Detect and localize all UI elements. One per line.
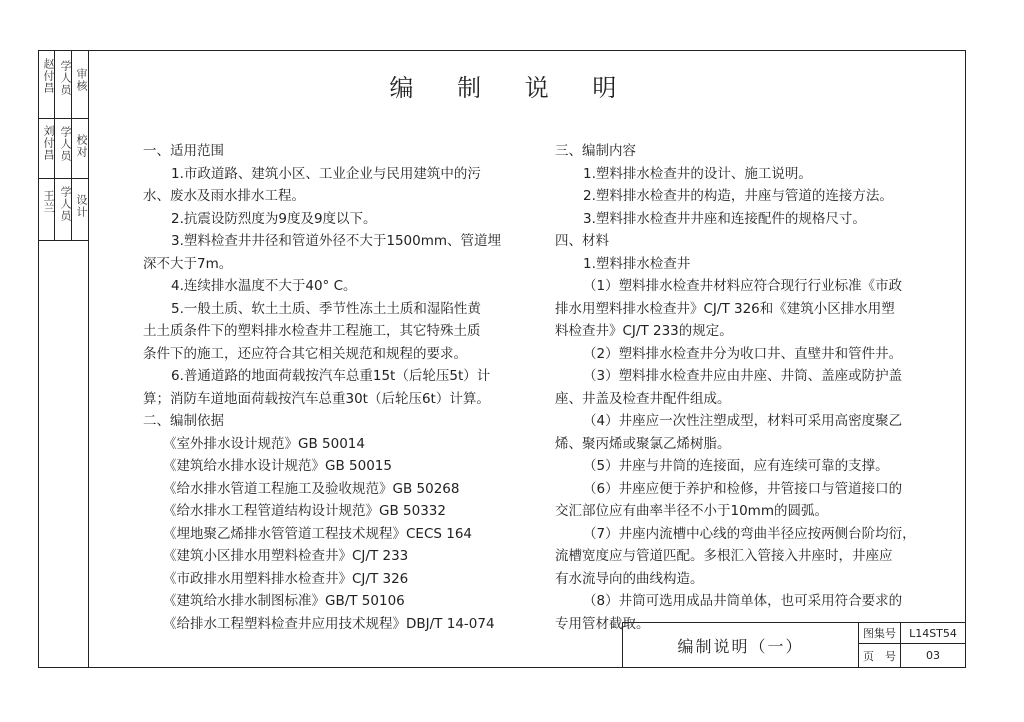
atlas-number: L14ST54 [901, 623, 965, 644]
paragraph-line: 6.普通道路的地面荷载按汽车总重15t（后轮压5t）计 [171, 368, 491, 384]
sidebar-label: 刘付昌 [42, 125, 55, 161]
paragraph-line: 1.市政道路、建筑小区、工业企业与民用建筑中的污 [171, 165, 481, 182]
section-heading: 四、材料 [555, 233, 609, 249]
sidebar-label: 王兰 [42, 190, 55, 214]
reference-item: 《给排水工程塑料检查井应用技术规程》DBJ/T 14-074 [163, 615, 495, 632]
paragraph-line: 3.塑料排水检查井井座和连接配件的规格尺寸。 [583, 210, 866, 227]
reference-item: 《给水排水工程管道结构设计规范》GB 50332 [163, 503, 446, 519]
paragraph-line: 深不大于7m。 [143, 255, 233, 272]
paragraph-line: 2.塑料排水检查井的构造，井座与管道的连接方法。 [583, 188, 893, 204]
section-heading: 三、编制内容 [555, 143, 636, 159]
paragraph-line: （6）井座应便于养护和检修，井管接口与管道接口的 [583, 480, 903, 497]
paragraph-line: （7）井座内流槽中心线的弯曲半径应按两侧台阶均衍， [583, 525, 916, 542]
paragraph-line: 料检查井》CJ/T 233的规定。 [555, 323, 733, 339]
sidebar-label: 审核 [75, 68, 88, 92]
reference-item: 《给水排水管道工程施工及验收规范》GB 50268 [163, 480, 460, 497]
paragraph-line: 水、废水及雨水排水工程。 [143, 188, 305, 204]
sidebar-label: 校对 [75, 134, 88, 158]
reference-item: 《建筑小区排水用塑料检查井》CJ/T 233 [163, 548, 409, 564]
sidebar-label: 学人员 [59, 60, 72, 96]
paragraph-line: 有水流导向的曲线构造。 [555, 570, 704, 587]
title-block-name: 编制说明（一） [623, 623, 859, 667]
reference-item: 《埋地聚乙烯排水管管道工程技术规程》CECS 164 [163, 525, 473, 542]
reference-item: 《建筑给水排水制图标准》GB/T 50106 [163, 593, 405, 609]
paragraph-line: （4）井座应一次性注塑成型，材料可采用高密度聚乙 [583, 413, 903, 429]
paragraph-line: 流槽宽度应与管道匹配。多根汇入管接入井座时，井座应 [555, 548, 893, 564]
page-number: 03 [926, 649, 940, 662]
paragraph-line: （3）塑料排水检查井应由井座、井筒、盖座或防护盖 [583, 368, 903, 384]
paragraph-line: （2）塑料排水检查井分为收口井、直壁井和管件井。 [583, 345, 903, 362]
sidebar-label: 学人员 [59, 186, 72, 222]
paragraph-line: 座、井盖及检查井配件组成。 [555, 390, 731, 407]
paragraph-line: 排水用塑料排水检查井》CJ/T 326和《建筑小区排水用塑 [555, 300, 895, 317]
sidebar-label: 设计 [75, 194, 88, 218]
reference-item: 《建筑给水排水设计规范》GB 50015 [163, 458, 392, 474]
right-column [555, 140, 955, 635]
paragraph-line: 土土质条件下的塑料排水检查井工程施工，其它特殊土质 [143, 323, 481, 339]
paragraph-line: （5）井座与井筒的连接面，应有连续可靠的支撑。 [583, 458, 889, 474]
page-label: 页 号 [859, 644, 901, 667]
title-block [622, 622, 966, 668]
sidebar-label: 赵付昌 [42, 58, 55, 94]
paragraph-line: （8）井筒可选用成品井筒单体，也可采用符合要求的 [583, 593, 903, 609]
page-title: 编 制 说 明 [389, 74, 635, 102]
paragraph-line: 条件下的施工，还应符合其它相关规范和规程的要求。 [143, 345, 467, 362]
sidebar-label: 学人员 [59, 126, 72, 162]
paragraph-line: 5.一般土质、软土土质、季节性冻土土质和湿陷性黄 [171, 300, 481, 317]
paragraph-line: 3.塑料检查井井径和管道外径不大于1500mm、管道埋 [171, 233, 502, 249]
reference-item: 《室外排水设计规范》GB 50014 [163, 435, 365, 452]
paragraph-line: 烯、聚丙烯或聚氯乙烯树脂。 [555, 435, 731, 452]
atlas-label: 图集号 [859, 623, 901, 644]
paragraph-line: 算；消防车道地面荷载按汽车总重30t（后轮压6t）计算。 [143, 390, 490, 407]
reference-item: 《市政排水用塑料排水检查井》CJ/T 326 [163, 570, 409, 587]
section-heading: 一、适用范围 [143, 143, 224, 159]
paragraph-line: 交汇部位应有曲率半径不小于10mm的圆弧。 [555, 503, 828, 519]
paragraph-line: 1.塑料排水检查井 [583, 255, 691, 272]
paragraph-line: 1.塑料排水检查井的设计、施工说明。 [583, 165, 812, 182]
section-heading: 二、编制依据 [143, 413, 224, 429]
paragraph-line: （1）塑料排水检查井材料应符合现行行业标准《市政 [583, 278, 903, 294]
paragraph-line: 2.抗震设防烈度为9度及9度以下。 [171, 210, 377, 227]
paragraph-line: 4.连续排水温度不大于40° C。 [171, 278, 357, 294]
paragraph-line: 专用管材截取。 [555, 615, 650, 632]
left-column [143, 140, 523, 635]
